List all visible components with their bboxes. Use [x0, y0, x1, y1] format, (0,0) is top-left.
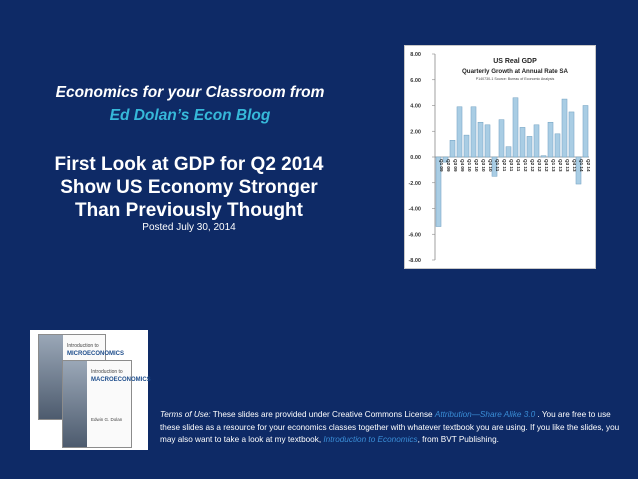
- macro-cover-photo: [63, 361, 87, 447]
- bar: [478, 122, 483, 157]
- y-tick-label: 8.00: [410, 52, 421, 58]
- micro-small-title: Introduction to: [67, 343, 99, 349]
- blog-name: Ed Dolan’s Econ Blog: [109, 107, 271, 124]
- bar: [527, 136, 532, 157]
- gdp-chart: [404, 45, 596, 269]
- terms-text-3: , from BVT Publishing.: [417, 435, 499, 445]
- bar: [583, 106, 588, 158]
- x-tick-label: Q4 13: [572, 159, 577, 172]
- book-author: Edwin G. Dolan: [91, 417, 123, 422]
- x-tick-label: Q1 12: [523, 159, 528, 172]
- gdp-chart-svg: [405, 46, 595, 268]
- y-tick-label: -4.00: [408, 206, 421, 213]
- title-line-3: Than Previously Thought: [74, 200, 303, 221]
- bar: [555, 134, 560, 157]
- bar: [534, 125, 539, 157]
- x-tick-label: Q2 09: [446, 159, 451, 172]
- y-tick-label: -2.00: [408, 180, 421, 187]
- x-tick-label: Q3 09: [453, 159, 458, 172]
- textbook-covers: [30, 330, 151, 450]
- x-tick-label: Q3 12: [537, 159, 542, 172]
- title-line-1: First Look at GDP for Q2 2014: [54, 154, 324, 175]
- x-tick-label: Q2 11: [502, 159, 507, 172]
- y-tick-label: 2.00: [410, 129, 421, 136]
- x-tick-label: Q1 13: [551, 159, 556, 172]
- x-tick-label: Q1 10: [467, 159, 472, 172]
- x-tick-label: Q4 12: [544, 159, 549, 172]
- x-tick-label: Q3 13: [565, 159, 570, 172]
- x-tick-label: Q3 10: [481, 159, 486, 172]
- chart-source: P140730-1 Source: Bureau of Economic Analysis: [475, 77, 555, 81]
- license-link[interactable]: Attribution—Share Alike 3.0: [434, 410, 536, 419]
- y-tick-label: 6.00: [410, 77, 421, 84]
- bar: [471, 107, 476, 157]
- x-tick-label: Q2 14: [586, 159, 591, 172]
- terms-of-use: [160, 409, 626, 447]
- y-tick-label: 0.00: [410, 155, 421, 161]
- chart-title: US Real GDP: [493, 58, 537, 65]
- title-line-2: Show US Economy Stronger: [60, 177, 318, 198]
- bar: [485, 125, 490, 157]
- bar: [457, 107, 462, 157]
- terms-text-1: These slides are provided under Creative Commons License: [210, 410, 435, 419]
- x-tick-label: Q1 14: [579, 159, 584, 172]
- bar: [513, 98, 518, 157]
- micro-cover-photo: [39, 335, 63, 419]
- bar: [464, 135, 469, 157]
- bar: [562, 99, 567, 157]
- macro-book-cover: [62, 360, 151, 448]
- bar: [506, 147, 511, 157]
- bar: [450, 140, 455, 157]
- x-tick-label: Q1 11: [495, 159, 500, 172]
- x-tick-label: Q3 11: [509, 159, 514, 172]
- y-tick-label: -8.00: [408, 258, 421, 264]
- y-tick-label: -6.00: [408, 232, 421, 239]
- x-tick-label: Q4 09: [460, 159, 465, 172]
- x-tick-label: Q1 09: [439, 159, 444, 172]
- bar: [541, 156, 546, 157]
- x-tick-label: Q2 12: [530, 159, 535, 172]
- bar: [548, 122, 553, 157]
- x-tick-label: Q2 10: [474, 159, 479, 172]
- macro-title: MACROECONOMICS: [91, 377, 151, 383]
- x-tick-label: Q4 10: [488, 159, 493, 172]
- bar: [499, 120, 504, 157]
- slide-title: [24, 153, 354, 222]
- terms-label: Terms of Use:: [160, 410, 211, 419]
- terms-text-2: . You are free to use these slides as a resource for your economics classes together with whatever textbook you are using. If you like the slides, you may also want to take a look at my textbook,: [160, 410, 620, 445]
- textbook-link[interactable]: Introduction to Economics: [323, 435, 418, 445]
- series-heading: Economics for your Classroom from: [55, 84, 325, 101]
- chart-subtitle: Quarterly Growth at Annual Rate SA: [461, 68, 569, 75]
- x-tick-label: Q4 11: [516, 159, 521, 172]
- x-tick-label: Q2 13: [558, 159, 563, 172]
- macro-small-title: Introduction to: [91, 369, 123, 375]
- y-tick-label: 4.00: [410, 103, 421, 110]
- posted-date: Posted July 30, 2014: [142, 222, 236, 233]
- bar: [569, 112, 574, 157]
- micro-title: MICROECONOMICS: [67, 351, 124, 357]
- bar: [520, 127, 525, 157]
